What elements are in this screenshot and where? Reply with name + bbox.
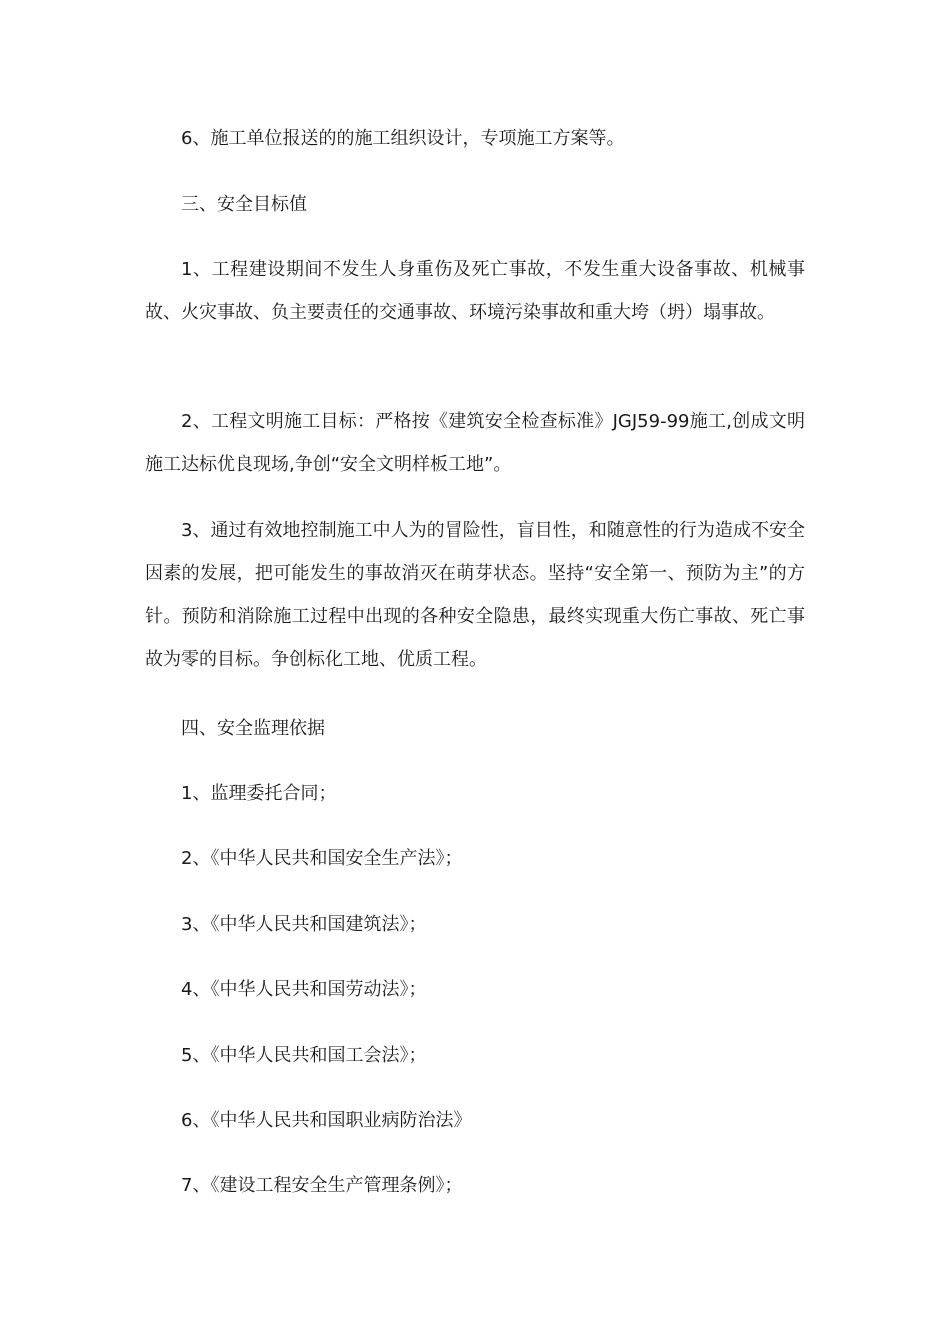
basis-item-2: 2、《中华人民共和国安全生产法》； [181, 848, 463, 869]
basis-item-1: 1、监理委托合同； [181, 783, 337, 804]
basis-item-3: 3、《中华人民共和国建筑法》； [181, 914, 427, 935]
basis-item-7: 7、《建设工程安全生产管理条例》； [181, 1175, 463, 1196]
section-heading-supervision-basis: 四、安全监理依据 [181, 718, 325, 739]
basis-item-6: 6、《中华人民共和国职业病防治法》 [181, 1110, 472, 1131]
paragraph-item-6-construction-plan: 6、施工单位报送的的施工组织设计，专项施工方案等。 [181, 128, 625, 149]
paragraph-target-2-civilized-construction: 2、工程文明施工目标：严格按《建筑安全检查标准》JGJ59-99施工,创成文明施工达标优良现场,争创“安全文明样板工地”。 [145, 411, 805, 475]
section-heading-safety-targets: 三、安全目标值 [181, 194, 307, 215]
basis-item-5: 5、《中华人民共和国工会法》； [181, 1045, 427, 1066]
paragraph-target-3-risk-control: 3、通过有效地控制施工中人为的冒险性，盲目性，和随意性的行为造成不安全因素的发展，把可能发生的事故消灭在萌芽状态。坚持“安全第一、预防为主”的方针。预防和消除施工过程中出现的各种安全隐患，最终实现重大伤亡事故、死亡事故为零的目标。争创标化工地、优质工程。 [145, 520, 805, 670]
paragraph-target-1-accidents: 1、工程建设期间不发生人身重伤及死亡事故，不发生重大设备事故、机械事故、火灾事故、负主要责任的交通事故、环境污染事故和重大垮（坍）塌事故。 [145, 259, 805, 323]
basis-item-4: 4、《中华人民共和国劳动法》； [181, 979, 427, 1000]
